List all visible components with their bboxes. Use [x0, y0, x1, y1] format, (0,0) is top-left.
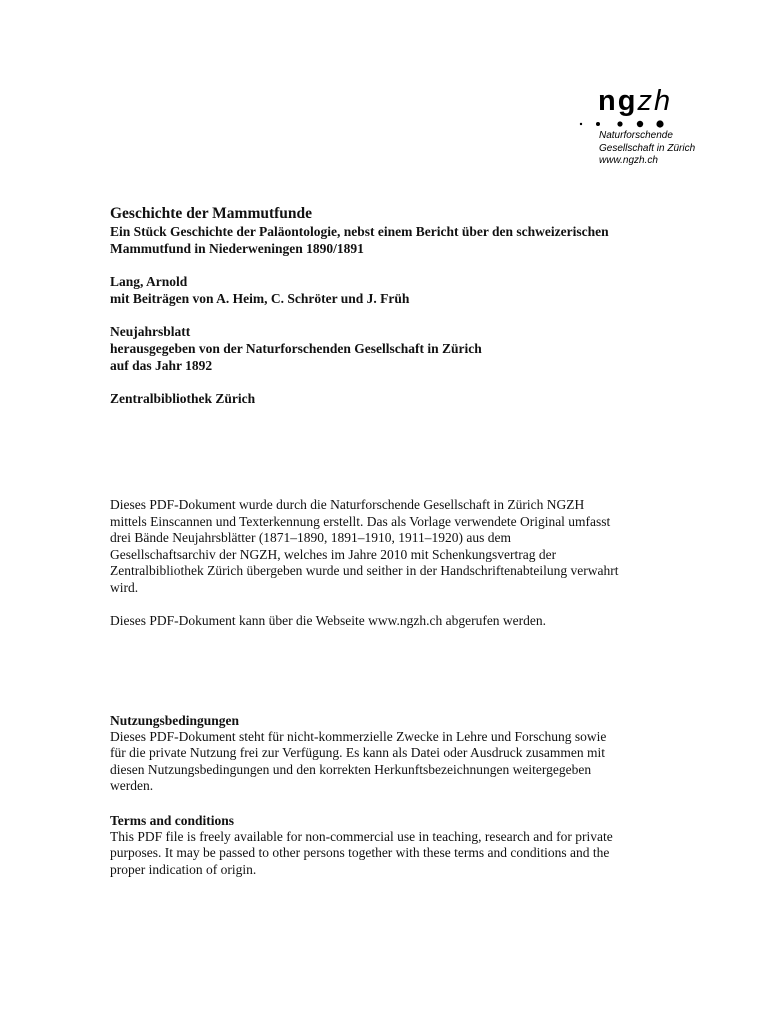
- logo-line: Naturforschende: [599, 130, 673, 141]
- info-line: Zentralbibliothek Zürich übergeben wurde und seither in der Handschriftenabteilung verwahrt: [110, 563, 619, 578]
- logo-dots-icon: [578, 120, 668, 128]
- series-name: Neujahrsblatt: [110, 324, 191, 339]
- terms-en-line: proper indication of origin.: [110, 861, 257, 877]
- document-subtitle: [110, 223, 720, 257]
- document-content: [110, 205, 720, 878]
- library-name: Zentralbibliothek Zürich: [110, 391, 256, 406]
- ngzh-logo: [578, 86, 728, 170]
- author: Lang, Arnold: [110, 274, 188, 289]
- terms-de-line: werden.: [110, 778, 154, 793]
- publisher: herausgegeben von der Naturforschenden Gesellschaft in Zürich: [110, 341, 482, 356]
- subtitle-line: Mammutfund in Niederweningen 1890/1891: [110, 241, 364, 256]
- subtitle-line: Ein Stück Geschichte der Paläontologie, nebst einem Bericht über den schweizerischen: [110, 224, 609, 239]
- logo-word-italic: zh: [637, 85, 673, 117]
- logo-line: Gesellschaft in Zürich: [599, 142, 696, 154]
- logo-wordmark: [598, 86, 672, 116]
- terms-de-paragraph: [110, 729, 720, 795]
- logo-line: www.ngzh.ch: [599, 155, 658, 166]
- info-line: Gesellschaftsarchiv der NGZH, welches im Jahre 2010 mit Schenkungsvertrag der: [110, 546, 557, 562]
- terms-de-line: Dieses PDF-Dokument steht für nicht-kommerzielle Zwecke in Lehre und Forschung sowie: [110, 728, 607, 744]
- terms-de-heading: Nutzungsbedingungen: [110, 712, 240, 728]
- document-title: Geschichte der Mammutfunde: [110, 205, 313, 222]
- info-paragraph: [110, 497, 720, 596]
- terms-en-paragraph: [110, 829, 720, 879]
- contributors: mit Beiträgen von A. Heim, C. Schröter und J. Früh: [110, 291, 410, 306]
- logo-word-bold: ng: [598, 85, 638, 117]
- info-line: mittels Einscannen und Texterkennung erstellt. Das als Vorlage verwendete Original umfasst: [110, 513, 611, 529]
- terms-en-line: This PDF file is freely available for non-commercial use in teaching, research and for private: [110, 828, 613, 844]
- info-line: wird.: [110, 579, 139, 595]
- terms-en-line: purposes. It may be passed to other persons together with these terms and conditions and the: [110, 845, 610, 860]
- web-note: Dieses PDF-Dokument kann über die Webseite www.ngzh.ch abgerufen werden.: [110, 613, 547, 628]
- terms-de-line: für die private Nutzung frei zur Verfügung. Es kann als Datei oder Ausdruck zusammen mit: [110, 745, 605, 760]
- info-line: drei Bände Neujahrsblätter (1871–1890, 1891–1910, 1911–1920) aus dem: [110, 530, 512, 545]
- terms-de-line: diesen Nutzungsbedingungen und den korrekten Herkunftsbezeichnungen weitergegeben: [110, 761, 592, 777]
- publication-year: auf das Jahr 1892: [110, 358, 213, 373]
- terms-en-heading: Terms and conditions: [110, 812, 235, 828]
- info-line: Dieses PDF-Dokument wurde durch die Naturforschende Gesellschaft in Zürich NGZH: [110, 497, 585, 512]
- logo-text: [599, 130, 695, 168]
